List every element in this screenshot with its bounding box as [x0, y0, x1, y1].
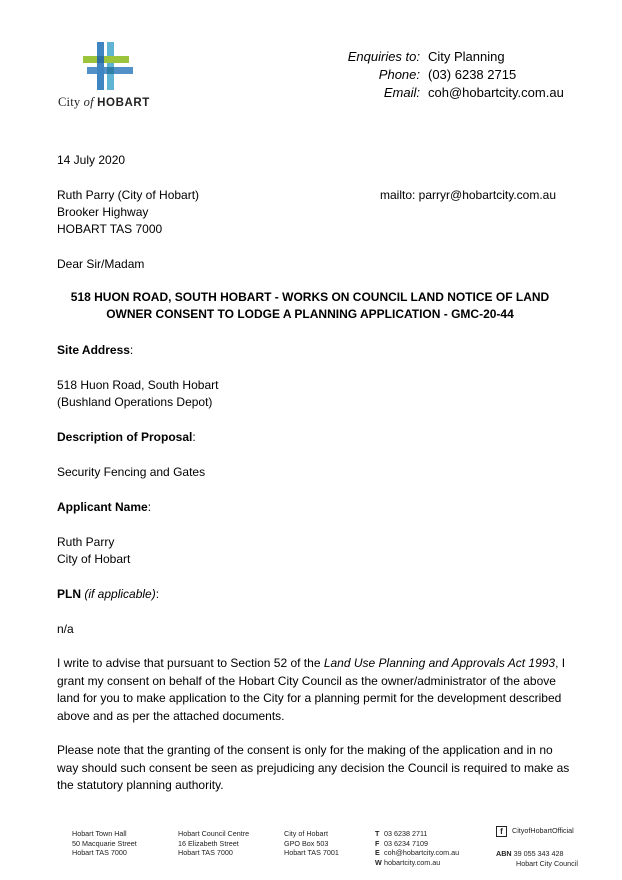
footer-facebook[interactable]: f CityofHobartOfficial: [496, 826, 574, 837]
applicant-label: Applicant Name:: [57, 500, 152, 514]
proposal-label: Description of Proposal:: [57, 430, 196, 444]
letter-date: 14 July 2020: [57, 153, 126, 167]
mailto-link[interactable]: mailto: parryr@hobartcity.com.au: [380, 188, 557, 202]
address-line: Ruth Parry (City of Hobart): [57, 188, 200, 202]
pln-value: n/a: [57, 622, 74, 636]
email-label: Email:: [383, 85, 420, 100]
address-line: Brooker Highway: [57, 205, 149, 219]
proposal-value: Security Fencing and Gates: [57, 465, 206, 479]
phone-label: Phone:: [378, 67, 420, 82]
consent-paragraph: I write to advise that pursuant to Section 52 of the Land Use Planning and Approvals Act 1993, I grant my consent on behalf of the Hobart City Council as the owner/administrator of the above land for you to make application to the City for a planning permit for the development described above and as per the attached documents.: [57, 656, 566, 723]
site-address-line: 518 Huon Road, South Hobart: [57, 378, 219, 392]
facebook-icon: f: [496, 826, 507, 837]
logo-mark-icon: [83, 42, 133, 90]
logo-hobart: HOBART: [97, 97, 150, 109]
letter-heading-line2: OWNER CONSENT TO LODGE A PLANNING APPLICATION - GMC-20-44: [106, 307, 514, 321]
logo-city: City: [58, 95, 81, 109]
address-line: HOBART TAS 7000: [57, 222, 163, 236]
logo-wordmark: [58, 95, 150, 110]
enquiries-to-value: City Planning: [428, 49, 505, 64]
phone-value: (03) 6238 2715: [428, 67, 517, 82]
email-value[interactable]: coh@hobartcity.com.au: [428, 85, 564, 100]
letter-heading-line1: 518 HUON ROAD, SOUTH HOBART - WORKS ON COUNCIL LAND NOTICE OF LAND: [70, 290, 550, 304]
footer-council-centre: Hobart Council Centre 16 Elizabeth Street Hobart TAS 7000: [178, 829, 250, 858]
city-logo: [56, 40, 166, 112]
enquiries-to-label: Enquiries to:: [347, 49, 420, 64]
note-paragraph: Please note that the granting of the consent is only for the making of the application and in no way should such consent be seen as prejudicing any decision the Council is required to make as the statutory planning authority.: [57, 743, 570, 792]
footer-town-hall: Hobart Town Hall 50 Macquarie Street Hobart TAS 7000: [72, 829, 137, 858]
applicant-line: Ruth Parry: [57, 535, 115, 549]
site-address-line: (Bushland Operations Depot): [57, 395, 213, 409]
footer-postal: City of Hobart GPO Box 503 Hobart TAS 7001: [284, 829, 339, 858]
applicant-line: City of Hobart: [57, 552, 131, 566]
site-address-label: Site Address:: [57, 343, 134, 357]
logo-of: of: [83, 95, 94, 109]
salutation: Dear Sir/Madam: [57, 257, 145, 271]
footer-contact: T 03 6238 2711 F 03 6234 7109 E coh@hobartcity.com.au W hobartcity.com.au: [375, 829, 460, 867]
pln-label: PLN (if applicable):: [57, 587, 160, 601]
footer-abn: ABN 39 055 343 428 Hobart City Council: [496, 849, 578, 868]
